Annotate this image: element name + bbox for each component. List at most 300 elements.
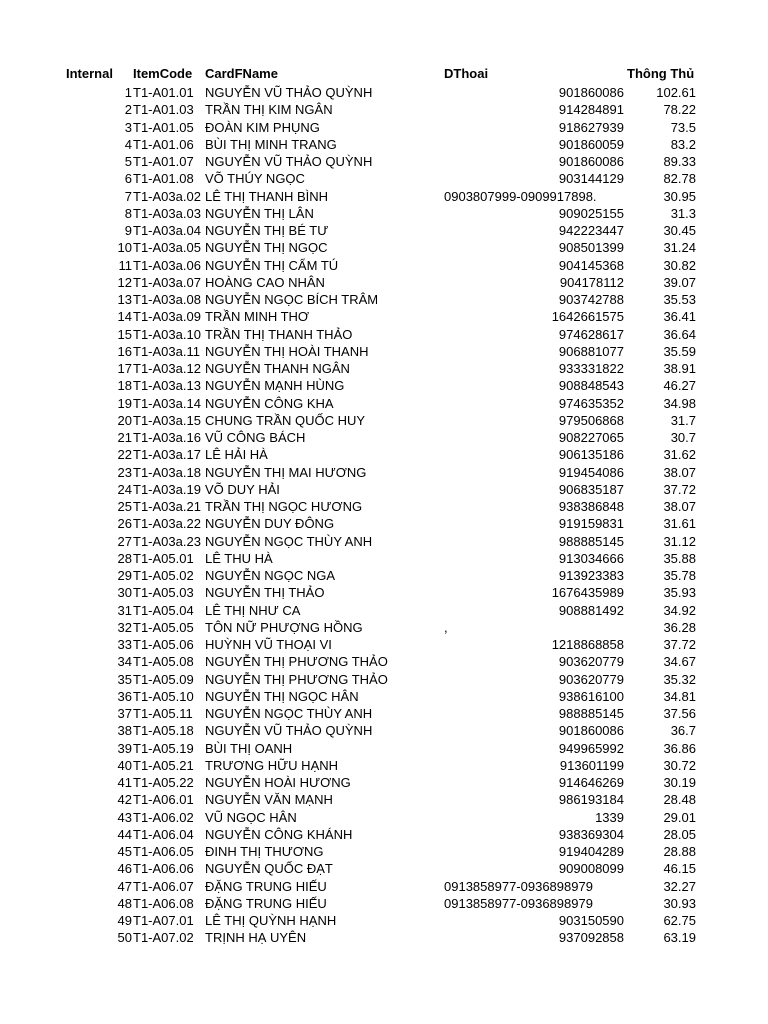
dthoai-cell: 0913858977-0936898979 (444, 878, 593, 894)
itemcode-cell: T1-A03a.22 (133, 516, 201, 532)
dthoai-cell: 904178112 (559, 274, 624, 290)
dthoai-cell: 0913858977-0936898979 (444, 895, 593, 911)
dthoai-cell: , (444, 619, 448, 635)
thongthu-cell: 30.95 (663, 188, 696, 204)
itemcode-cell: T1-A05.04 (133, 602, 194, 618)
internal-cell: 47 (117, 878, 132, 894)
table-row (0, 740, 768, 757)
dthoai-cell: 974628617 (558, 326, 624, 342)
table-row (0, 895, 768, 912)
cardfname-cell: LÊ HẢI HÀ (205, 447, 268, 463)
itemcode-cell: T1-A05.03 (133, 585, 194, 601)
dthoai-cell: 906835187 (558, 481, 624, 497)
cardfname-cell: NGUYỄN THANH NGÂN (205, 361, 350, 376)
itemcode-cell: T1-A01.01 (133, 85, 194, 100)
cardfname-cell: ĐOÀN KIM PHỤNG (205, 119, 320, 135)
itemcode-cell: T1-A05.11 (133, 706, 193, 721)
table-row (0, 257, 768, 274)
itemcode-cell: T1-A05.10 (133, 688, 194, 704)
cardfname-cell: NGUYỄN THỊ PHƯƠNG THẢO (205, 671, 388, 687)
cardfname-cell: LÊ THỊ THANH BÌNH (205, 188, 329, 204)
itemcode-cell: T1-A01.08 (133, 171, 194, 187)
dthoai-cell: 901860086 (558, 154, 624, 169)
itemcode-cell: T1-A01.07 (133, 154, 194, 169)
table-row (0, 464, 768, 481)
itemcode-cell: T1-A01.05 (133, 119, 194, 135)
cardfname-cell: VŨ NGỌC HÂN (205, 809, 297, 825)
dthoai-cell: 906881077 (558, 343, 624, 359)
dthoai-cell: 1218868858 (551, 637, 624, 652)
cardfname-cell: NGUYỄN VĂN MẠNH (205, 792, 333, 808)
internal-cell: 22 (117, 447, 132, 463)
table-row (0, 188, 768, 205)
itemcode-cell: T1-A05.21 (133, 757, 194, 773)
internal-cell: 20 (117, 412, 132, 428)
internal-cell: 38 (117, 723, 132, 739)
thongthu-cell: 38.91 (663, 361, 696, 376)
dthoai-cell: 0903807999-0909917898. (444, 188, 597, 204)
thongthu-cell: 83.2 (670, 136, 696, 152)
thongthu-cell: 36.7 (670, 723, 696, 739)
itemcode-cell: T1-A03a.07 (133, 274, 201, 290)
cardfname-cell: NGUYỄN THỊ MAI HƯƠNG (205, 464, 367, 480)
thongthu-cell: 36.64 (663, 326, 696, 342)
internal-cell: 41 (117, 775, 132, 790)
internal-cell: 32 (117, 619, 132, 635)
dthoai-cell: 938369304 (558, 826, 624, 842)
table-row (0, 136, 768, 153)
itemcode-cell: T1-A05.06 (133, 637, 194, 652)
cardfname-cell: ĐẶNG TRUNG HIẾU (205, 895, 327, 911)
cardfname-cell: VŨ CÔNG BÁCH (205, 430, 306, 445)
table-row (0, 653, 768, 670)
thongthu-cell: 31.62 (663, 447, 696, 463)
cardfname-cell: NGUYỄN NGỌC NGA (205, 568, 336, 583)
header-cardfname: CardFName (205, 66, 278, 81)
thongthu-cell: 30.72 (663, 757, 696, 773)
thongthu-cell: 32.27 (663, 878, 696, 894)
cardfname-cell: NGUYỄN THỊ CẨM TÚ (205, 257, 339, 273)
dthoai-cell: 913601199 (559, 757, 624, 773)
table-row (0, 239, 768, 256)
cardfname-cell: NGUYỄN THỊ HOÀI THANH (205, 343, 369, 359)
itemcode-cell: T1-A03a.12 (133, 361, 201, 376)
table-row (0, 84, 768, 101)
cardfname-cell: NGUYỄN NGỌC THÙY ANH (205, 533, 373, 549)
itemcode-cell: T1-A03a.17 (133, 447, 201, 463)
dthoai-cell: 986193184 (558, 792, 624, 808)
thongthu-cell: 63.19 (663, 930, 696, 946)
thongthu-cell: 37.72 (663, 637, 696, 652)
thongthu-cell: 38.07 (663, 499, 696, 514)
cardfname-cell: NGUYỄN THỊ THẢO (205, 585, 325, 601)
itemcode-cell: T1-A03a.05 (133, 240, 201, 256)
thongthu-cell: 30.93 (663, 895, 696, 911)
table-row (0, 929, 768, 946)
cardfname-cell: TRẦN MINH THƠ (205, 309, 310, 325)
cardfname-cell: TRẦN THỊ KIM NGÂN (205, 102, 333, 118)
dthoai-cell: 913923383 (558, 568, 624, 583)
thongthu-cell: 62.75 (663, 913, 696, 928)
itemcode-cell: T1-A06.06 (133, 861, 194, 877)
thongthu-cell: 35.88 (663, 550, 696, 566)
cardfname-cell: TRẦN THỊ THANH THẢO (205, 326, 353, 342)
cardfname-cell: HUỲNH VŨ THOẠI VI (205, 637, 332, 652)
cardfname-cell: LÊ THU HÀ (205, 550, 273, 566)
dthoai-cell: 903150590 (558, 913, 624, 928)
internal-cell: 26 (117, 516, 132, 532)
table-row (0, 791, 768, 808)
itemcode-cell: T1-A05.18 (133, 723, 194, 739)
table-row (0, 671, 768, 688)
dthoai-cell: 903620779 (558, 654, 624, 670)
dthoai-cell: 901860059 (558, 136, 624, 152)
cardfname-cell: NGUYỄN DUY ĐÔNG (205, 516, 335, 532)
table-row (0, 533, 768, 550)
dthoai-cell: 988885145 (558, 706, 624, 721)
thongthu-cell: 102.61 (656, 85, 696, 100)
header-dthoai: DThoai (444, 66, 489, 81)
cardfname-cell: NGUYỄN VŨ THẢO QUỲNH (205, 154, 373, 169)
dthoai-cell: 908227065 (558, 430, 624, 445)
dthoai-cell: 949965992 (558, 740, 624, 756)
cardfname-cell: NGUYỄN THỊ BÉ TƯ (205, 223, 329, 238)
table-row (0, 222, 768, 239)
internal-cell: 33 (117, 637, 132, 652)
itemcode-cell: T1-A05.22 (133, 775, 194, 790)
table-row (0, 912, 768, 929)
internal-cell: 4 (124, 136, 132, 152)
internal-cell: 36 (117, 688, 132, 704)
dthoai-cell: 942223447 (558, 223, 624, 238)
thongthu-cell: 36.41 (663, 309, 696, 325)
table-row (0, 774, 768, 791)
cardfname-cell: NGUYỄN MẠNH HÙNG (205, 378, 345, 394)
thongthu-cell: 38.07 (663, 464, 696, 480)
thongthu-cell: 28.48 (663, 792, 696, 808)
internal-cell: 48 (117, 895, 132, 911)
internal-cell: 50 (117, 930, 132, 946)
dthoai-cell: 906135186 (558, 447, 624, 463)
itemcode-cell: T1-A06.08 (133, 895, 194, 911)
table-row (0, 757, 768, 774)
table-row (0, 343, 768, 360)
itemcode-cell: T1-A03a.02 (133, 188, 201, 204)
itemcode-cell: T1-A03a.11 (133, 343, 200, 359)
itemcode-cell: T1-A07.02 (133, 930, 194, 946)
internal-cell: 42 (117, 792, 132, 808)
table-row (0, 619, 768, 636)
dthoai-cell: 908848543 (558, 378, 624, 394)
cardfname-cell: LÊ THỊ QUỲNH HẠNH (205, 913, 337, 928)
cardfname-cell: VÕ DUY HẢI (205, 481, 280, 497)
itemcode-cell: T1-A05.02 (133, 568, 194, 583)
internal-cell: 7 (124, 188, 132, 204)
internal-cell: 13 (117, 292, 132, 307)
cardfname-cell: NGUYỄN NGỌC THÙY ANH (205, 706, 373, 721)
thongthu-cell: 34.81 (663, 688, 696, 704)
internal-cell: 2 (124, 102, 132, 118)
table-row (0, 291, 768, 308)
internal-cell: 21 (117, 430, 132, 445)
dthoai-cell: 974635352 (558, 395, 624, 411)
itemcode-cell: T1-A03a.21 (133, 499, 201, 514)
itemcode-cell: T1-A05.05 (133, 619, 194, 635)
table-row (0, 878, 768, 895)
itemcode-cell: T1-A01.06 (133, 136, 194, 152)
internal-cell: 44 (117, 826, 132, 842)
cardfname-cell: NGUYỄN THỊ NGỌC (205, 240, 328, 256)
table-row (0, 412, 768, 429)
thongthu-cell: 46.15 (663, 861, 696, 877)
table-row (0, 274, 768, 291)
internal-cell: 5 (124, 154, 132, 169)
itemcode-cell: T1-A03a.08 (133, 292, 201, 307)
cardfname-cell: NGUYỄN VŨ THẢO QUỲNH (205, 723, 373, 739)
thongthu-cell: 30.7 (670, 430, 696, 445)
cardfname-cell: ĐINH THỊ THƯƠNG (205, 844, 324, 859)
header-thongthu: Thông Thủ (627, 66, 695, 81)
thongthu-cell: 29.01 (663, 809, 696, 825)
thongthu-cell: 30.82 (663, 257, 696, 273)
internal-cell: 35 (117, 671, 132, 687)
table-row (0, 860, 768, 877)
thongthu-cell: 89.33 (663, 154, 696, 169)
thongthu-cell: 35.53 (663, 292, 696, 307)
itemcode-cell: T1-A03a.15 (133, 412, 201, 428)
table-row (0, 809, 768, 826)
data-rows (0, 84, 768, 947)
itemcode-cell: T1-A05.08 (133, 654, 194, 670)
dthoai-cell: 979506868 (558, 412, 624, 428)
dthoai-cell: 903620779 (558, 671, 624, 687)
itemcode-cell: T1-A03a.23 (133, 533, 201, 549)
table-row (0, 636, 768, 653)
internal-cell: 1 (124, 85, 132, 100)
table-row (0, 602, 768, 619)
itemcode-cell: T1-A03a.14 (133, 395, 201, 411)
itemcode-cell: T1-A03a.10 (133, 326, 201, 342)
dthoai-cell: 903144129 (558, 171, 624, 187)
dthoai-cell: 918627939 (558, 119, 624, 135)
dthoai-cell: 988885145 (558, 533, 624, 549)
internal-cell: 34 (117, 654, 132, 670)
cardfname-cell: TÔN NỮ PHƯỢNG HỒNG (205, 619, 363, 635)
dthoai-cell: 904145368 (558, 257, 624, 273)
dthoai-cell: 909008099 (558, 861, 624, 877)
thongthu-cell: 37.56 (663, 706, 696, 721)
dthoai-cell: 937092858 (558, 930, 624, 946)
dthoai-cell: 938616100 (558, 688, 624, 704)
cardfname-cell: LÊ THỊ NHƯ CA (205, 602, 301, 618)
dthoai-cell: 903742788 (558, 292, 624, 307)
cardfname-cell: VÕ THÚY NGỌC (205, 171, 305, 187)
itemcode-cell: T1-A06.01 (133, 792, 194, 808)
itemcode-cell: T1-A03a.18 (133, 464, 201, 480)
table-row (0, 153, 768, 170)
dthoai-cell: 908501399 (558, 240, 624, 256)
dthoai-cell: 909025155 (558, 205, 624, 221)
dthoai-cell: 919159831 (558, 516, 624, 532)
dthoai-cell: 1339 (595, 809, 624, 825)
internal-cell: 17 (117, 361, 132, 376)
itemcode-cell: T1-A06.02 (133, 809, 194, 825)
table-row (0, 119, 768, 136)
thongthu-cell: 28.05 (663, 826, 696, 842)
itemcode-cell: T1-A01.03 (133, 102, 194, 118)
internal-cell: 45 (117, 844, 132, 859)
dthoai-cell: 913034666 (558, 550, 624, 566)
cardfname-cell: CHUNG TRẦN QUỐC HUY (205, 412, 366, 428)
table-row (0, 705, 768, 722)
internal-cell: 9 (124, 223, 132, 238)
itemcode-cell: T1-A06.07 (133, 878, 194, 894)
internal-cell: 15 (117, 326, 132, 342)
internal-cell: 37 (117, 706, 132, 721)
internal-cell: 24 (117, 481, 132, 497)
cardfname-cell: NGUYỄN NGỌC BÍCH TRÂM (205, 292, 379, 307)
internal-cell: 29 (117, 568, 132, 583)
table-row (0, 101, 768, 118)
table-row (0, 429, 768, 446)
internal-cell: 11 (118, 257, 132, 273)
internal-cell: 28 (117, 550, 132, 566)
thongthu-cell: 35.78 (663, 568, 696, 583)
cardfname-cell: NGUYỄN THỊ LÂN (205, 205, 314, 221)
table-row (0, 567, 768, 584)
thongthu-cell: 34.98 (663, 395, 696, 411)
itemcode-cell: T1-A05.19 (133, 740, 194, 756)
table-row (0, 498, 768, 515)
thongthu-cell: 31.7 (670, 412, 696, 428)
thongthu-cell: 31.24 (663, 240, 696, 256)
thongthu-cell: 46.27 (663, 378, 696, 394)
thongthu-cell: 36.86 (663, 740, 696, 756)
cardfname-cell: TRẦN THỊ NGỌC HƯƠNG (205, 499, 363, 514)
cardfname-cell: NGUYỄN THỊ NGỌC HÂN (205, 688, 359, 704)
internal-cell: 25 (117, 499, 132, 514)
thongthu-cell: 34.67 (663, 654, 696, 670)
dthoai-cell: 919454086 (558, 464, 624, 480)
table-row (0, 481, 768, 498)
dthoai-cell: 901860086 (558, 85, 624, 100)
table-row (0, 308, 768, 325)
cardfname-cell: TRƯƠNG HỮU HẠNH (205, 757, 339, 773)
itemcode-cell: T1-A06.04 (133, 826, 194, 842)
thongthu-cell: 30.45 (663, 223, 696, 238)
table-row (0, 688, 768, 705)
dthoai-cell: 901860086 (558, 723, 624, 739)
thongthu-cell: 31.12 (663, 533, 696, 549)
dthoai-cell: 919404289 (558, 844, 624, 859)
cardfname-cell: NGUYỄN HOÀI HƯƠNG (205, 775, 351, 790)
cardfname-cell: NGUYỄN CÔNG KHA (205, 395, 334, 411)
thongthu-cell: 28.88 (663, 844, 696, 859)
thongthu-cell: 35.32 (663, 671, 696, 687)
internal-cell: 8 (124, 205, 132, 221)
itemcode-cell: T1-A03a.13 (133, 378, 201, 394)
itemcode-cell: T1-A03a.04 (133, 223, 201, 238)
internal-cell: 16 (117, 343, 132, 359)
dthoai-cell: 933331822 (558, 361, 624, 376)
itemcode-cell: T1-A03a.09 (133, 309, 201, 325)
internal-cell: 49 (117, 913, 132, 928)
cardfname-cell: TRỊNH HẠ UYÊN (205, 930, 307, 946)
itemcode-cell: T1-A05.01 (133, 550, 194, 566)
dthoai-cell: 914646269 (558, 775, 624, 790)
internal-cell: 19 (117, 395, 132, 411)
thongthu-cell: 31.61 (663, 516, 696, 532)
thongthu-cell: 39.07 (663, 274, 696, 290)
itemcode-cell: T1-A03a.03 (133, 205, 201, 221)
cardfname-cell: BÙI THỊ MINH TRANG (205, 136, 337, 152)
cardfname-cell: NGUYỄN CÔNG KHÁNH (205, 826, 353, 842)
thongthu-cell: 31.3 (670, 205, 696, 221)
table-row (0, 205, 768, 222)
table-row (0, 377, 768, 394)
thongthu-cell: 78.22 (663, 102, 696, 118)
thongthu-cell: 36.28 (663, 619, 696, 635)
table-row (0, 843, 768, 860)
table-row (0, 722, 768, 739)
cardfname-cell: HOÀNG CAO NHÂN (205, 274, 325, 290)
thongthu-cell: 34.92 (663, 602, 696, 618)
dthoai-cell: 914284891 (558, 102, 624, 118)
internal-cell: 30 (117, 585, 132, 601)
internal-cell: 3 (124, 119, 132, 135)
cardfname-cell: NGUYỄN QUỐC ĐẠT (205, 861, 333, 877)
thongthu-cell: 37.72 (663, 481, 696, 497)
itemcode-cell: T1-A03a.19 (133, 481, 201, 497)
cardfname-cell: NGUYỄN VŨ THẢO QUỲNH (205, 85, 373, 100)
itemcode-cell: T1-A06.05 (133, 844, 194, 859)
thongthu-cell: 35.93 (663, 585, 696, 601)
table-row (0, 515, 768, 532)
internal-cell: 40 (117, 757, 132, 773)
thongthu-cell: 82.78 (663, 171, 696, 187)
itemcode-cell: T1-A05.09 (133, 671, 194, 687)
internal-cell: 10 (117, 240, 132, 256)
internal-cell: 27 (117, 533, 132, 549)
header-internal: Internal (66, 66, 113, 81)
dthoai-cell: 908881492 (558, 602, 624, 618)
table-row (0, 584, 768, 601)
dthoai-cell: 1642661575 (551, 309, 624, 325)
table-row (0, 326, 768, 343)
thongthu-cell: 35.59 (663, 343, 696, 359)
cardfname-cell: BÙI THỊ OANH (205, 740, 293, 756)
internal-cell: 14 (117, 309, 132, 325)
table-row (0, 446, 768, 463)
table-row (0, 395, 768, 412)
table-row (0, 170, 768, 187)
internal-cell: 12 (117, 274, 132, 290)
table-row (0, 826, 768, 843)
internal-cell: 23 (117, 464, 132, 480)
dthoai-cell: 938386848 (558, 499, 624, 514)
table-row (0, 360, 768, 377)
internal-cell: 39 (117, 740, 132, 756)
internal-cell: 31 (117, 602, 132, 618)
internal-cell: 43 (117, 809, 132, 825)
internal-cell: 6 (124, 171, 132, 187)
internal-cell: 18 (117, 378, 132, 394)
itemcode-cell: T1-A03a.16 (133, 430, 201, 445)
dthoai-cell: 1676435989 (551, 585, 624, 601)
header-itemcode: ItemCode (133, 66, 193, 81)
itemcode-cell: T1-A07.01 (133, 913, 194, 928)
cardfname-cell: ĐẶNG TRUNG HIẾU (205, 878, 327, 894)
